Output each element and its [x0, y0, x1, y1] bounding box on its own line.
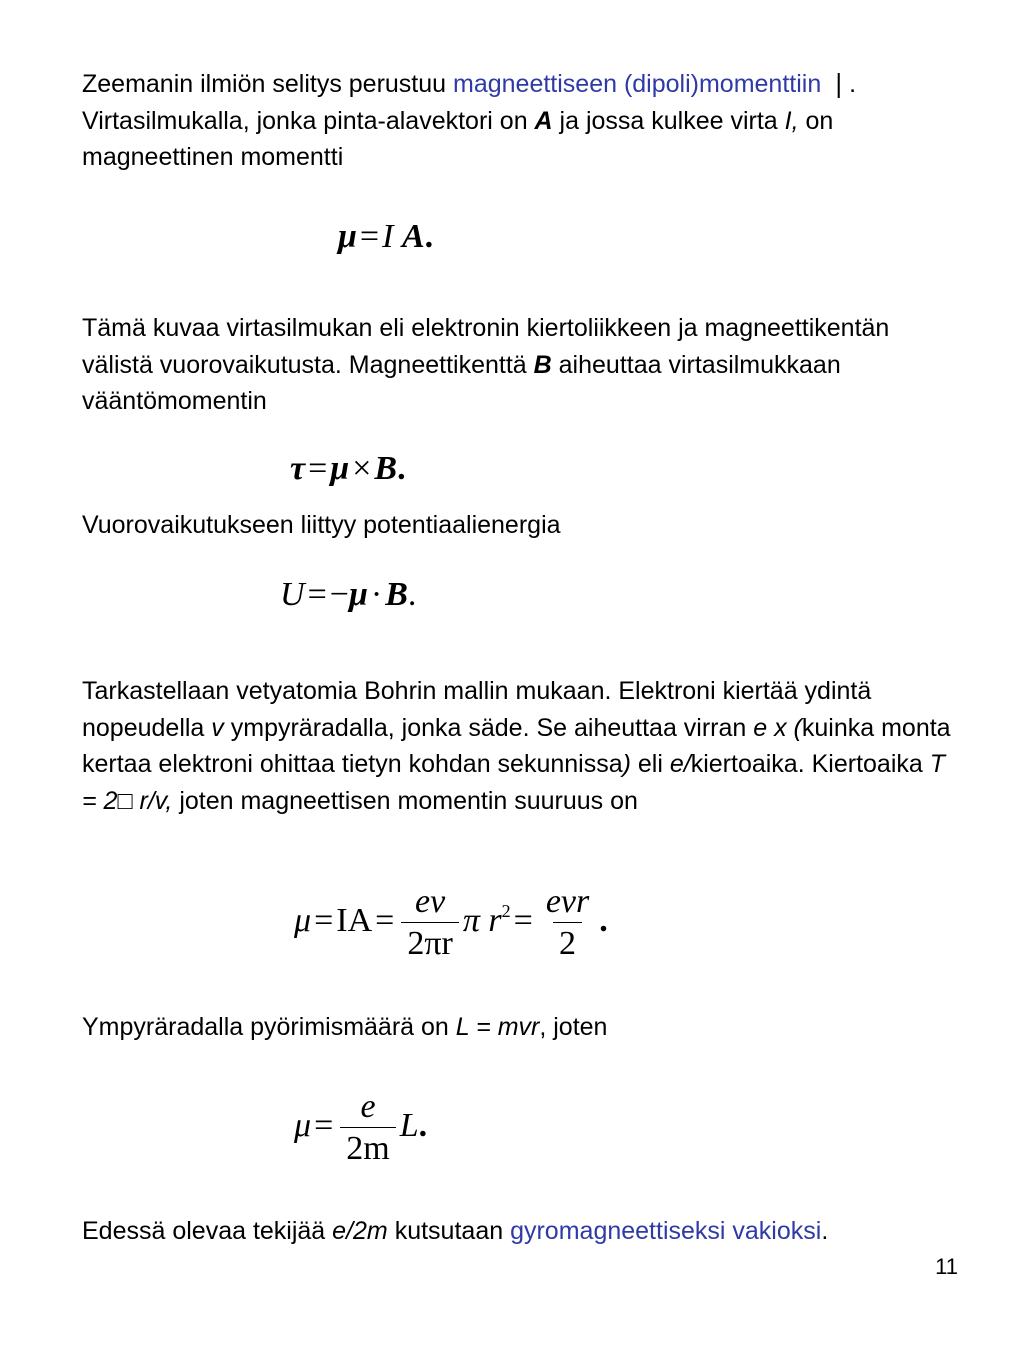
equation-torque: τ=μ×B. — [290, 450, 406, 487]
paragraph-bohr-model: Tarkastellaan vetyatomia Bohrin mallin mukaan. Elektroni kiertää ydintä nopeudella v ympyräradalla, jonka säde. Se aiheuttaa virran e x (kuinka monta kertaa elektroni ohittaa tietyn kohdan sekunnissa) eli e/kiertoaika. Kiertoaika T = 2□ r/v, joten magneettisen momentin suuruus on — [82, 677, 951, 815]
paragraph-angular-momentum: Ympyräradalla pyörimismäärä on L = mvr, joten — [82, 1013, 608, 1041]
equation-potential-energy: U=−μ·B. — [280, 576, 417, 613]
fraction-evr-2: $\frac{\text{evr}}{2}$ — [545, 883, 590, 962]
missing-glyph-icon: □ — [117, 786, 133, 815]
paragraph-potential-energy: Vuorovaikutukseen liittyy potentiaalienergia — [82, 511, 561, 539]
equation-mu-e2m-l: μ= $\frac{e}{2m}$ L. — [294, 1088, 428, 1167]
fraction-ev-2pir: $\frac{ev}{2\pi r}$ — [401, 885, 459, 961]
paragraph-intro: Zeemanin ilmiön selitys perustuu magneettiseen (dipoli)momenttiin ❘. Virtasilmukalla, jonka pinta-alavektori on A ja jossa kulkee virta I, on magneettinen momentti — [82, 70, 857, 171]
paragraph-torque: Tämä kuvaa virtasilmukan eli elektronin kiertoliikkeen ja magneettikentän välistä vuorovaikutusta. Magneettikenttä B aiheuttaa virtasilmukkaan vääntömomentin — [82, 314, 890, 415]
fraction-e-2m: $\frac{e}{2m}$ — [340, 1090, 395, 1166]
equation-orbital-moment: μ=IA= $\frac{ev}{2\pi r}$ π $r^2=$ $\frac{\text{evr}}{2}$ . — [294, 883, 608, 962]
term-gyromagnetic-constant: gyromagneettiseksi vakioksi — [510, 1217, 822, 1245]
paragraph-gyromagnetic: Edessä olevaa tekijää e/2m kutsutaan gyromagneettiseksi vakioksi. — [82, 1217, 829, 1245]
mu-symbol: ❘ — [828, 70, 850, 98]
equation-mu-ia: μ=I A. — [338, 218, 434, 255]
term-magnetic-dipole-moment: magneettiseen (dipoli)momenttiin — [453, 70, 822, 98]
page-number: 11 — [935, 1254, 958, 1279]
